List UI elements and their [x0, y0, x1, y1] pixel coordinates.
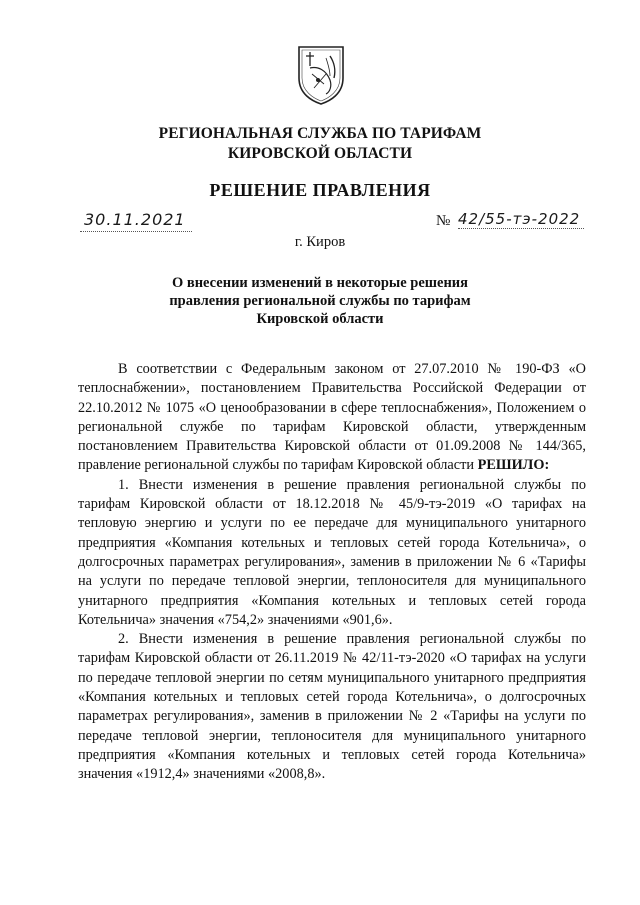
subject-line-2: правления региональной службы по тарифам	[169, 293, 471, 309]
preamble-paragraph	[78, 360, 586, 476]
document-body	[78, 360, 586, 785]
agency-name-line-2: КИРОВСКОЙ ОБЛАСТИ	[227, 145, 413, 162]
preamble-text: В соответствии с Федеральным законом от 27.07.2010 № 190-ФЗ «О теплоснабжении», постановлением Правительства Российской Федерации от 22.10.2012 № 1075 «О ценообразовании в сфере теплоснабжения», Положением о региональной службе по тарифам Кировской области, утвержденным постановлением Правительства Кировской области от 01.09.2008 № 144/365, правление региональной службы по тарифам Кировской области	[78, 361, 586, 474]
document-date: 30.11.2021	[84, 210, 186, 229]
document-number: 42/55-тэ-2022	[458, 210, 584, 229]
subject-line-3: Кировской области	[256, 311, 384, 327]
number-sign: №	[436, 213, 451, 229]
agency-name-line-1: РЕГИОНАЛЬНАЯ СЛУЖБА ПО ТАРИФАМ	[158, 125, 482, 142]
subject-line-1: О внесении изменений в некоторые решения	[171, 275, 469, 291]
item-2-paragraph: 2. Внести изменения в решение правления региональной службы по тарифам Кировской области от 26.11.2019 № 42/11-тэ-2020 «О тарифах на услуги по передаче тепловой энергии по сетям муниципального унитарного предприятия «Компания котельных и тепловых сетей города Котельнича», о долгосрочных параметрах регулирования», заменив в приложении № 2 «Тарифы на услуги по передаче тепловой энергии, теплоносителя для муниципального унитарного предприятия «Компания котельных и тепловых сетей города Котельнича» значения «1912,4» значениями «2008,8».	[78, 631, 586, 783]
document-title: РЕШЕНИЕ ПРАВЛЕНИЯ	[209, 180, 431, 200]
document-city: г. Киров	[294, 234, 346, 250]
kirov-coat-of-arms-emblem	[296, 44, 346, 106]
resolved-word: РЕШИЛО:	[477, 457, 550, 474]
item-1-paragraph: 1. Внести изменения в решение правления региональной службы по тарифам Кировской области от 18.12.2018 № 45/9-тэ-2019 «О тарифах на тепловую энергию и услуги по ее передаче для муниципального унитарного предприятия «Компания котельных и тепловых сетей города Котельнича», о долгосрочных параметрах регулирования», заменив в приложении № 6 «Тарифы на услуги по передаче тепловой энергии, теплоносителя для муниципального унитарного предприятия «Компания котельных и тепловых сетей города Котельнича» значения «754,2» значениями «901,6».	[78, 476, 586, 628]
